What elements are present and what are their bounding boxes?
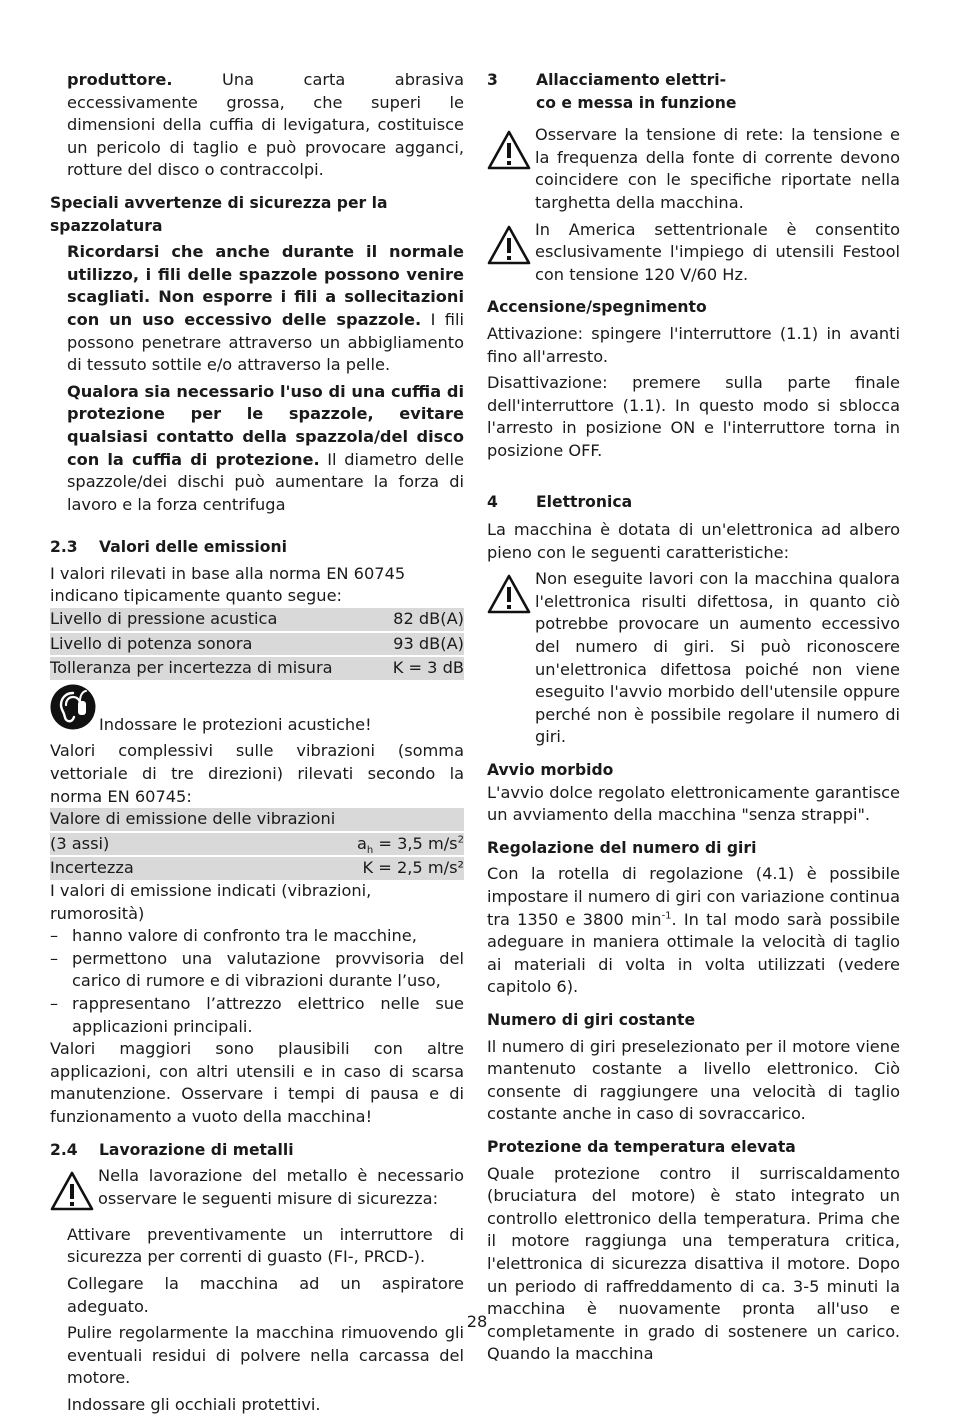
right-column <box>487 69 900 1366</box>
ear-protection-icon <box>50 684 96 737</box>
higher-values-paragraph: Valori maggiori sono plausibili con altre applicazioni, con altri utensili e in caso di scarsa manutenzione. Osservare i tempi di pausa e di funzionamento a vuoto della macchina! <box>50 1039 464 1126</box>
list-item: – permettono una valutazione provvisoria del carico di rumore e di vibrazioni durante l’uso, <box>50 948 464 991</box>
noise-table <box>50 608 464 680</box>
electronics-intro: La macchina è dotata di un'elettronica ad albero pieno con le seguenti caratteristiche: <box>487 520 900 562</box>
section-4-heading: 4 Elettronica <box>487 492 633 511</box>
list-item: – hanno valore di confronto tra le macchine, <box>50 926 417 946</box>
warning-triangle-icon <box>50 1165 98 1218</box>
warning-triangle-icon <box>487 124 535 177</box>
temperature-protection-heading: Protezione da temperatura elevata <box>487 1137 796 1156</box>
voltage-warning-text: Osservare la tensione di rete: la tensione e la frequenza della fonte di corrente devono coincidere con le specifiche riportate nella targhetta della macchina. <box>535 125 900 212</box>
north-america-warning <box>487 219 900 287</box>
soft-start-text: L'avvio dolce regolato elettronicamente garantisce un avviamento della macchina "senza strappi". <box>487 782 900 825</box>
soft-start-heading: Avvio morbido <box>487 761 614 780</box>
vibration-table <box>50 808 464 880</box>
emission-values-intro: I valori di emissione indicati (vibrazioni, rumorosità) <box>50 881 372 923</box>
metal-warning <box>50 1165 464 1218</box>
table-row: Valore di emissione delle vibrazioni <box>50 808 464 832</box>
brush-paragraph-1: Ricordarsi che anche durante il normale utilizzo, i fili delle spazzole possono venire scagliati. Non esporre i fili a sollecitazioni con un uso eccessivo delle spazzole. I fili possono penetrare attraverso un abbigliamento di tessuto sottile e/o attraverso la pelle. <box>67 242 464 375</box>
list-item: Attivare preventivamente un interruttore di sicurezza per correnti di guasto (FI-, PRCD-). <box>67 1224 464 1267</box>
warning-triangle-icon <box>487 219 535 272</box>
ear-protection-text: Indossare le protezioni acustiche! <box>99 715 372 735</box>
north-america-warning-text: In America settentrionale è consentito esclusivamente l'impiego di utensili Festool con tensione 120 V/60 Hz. <box>535 219 900 284</box>
table-row: Tolleranza per incertezza di misura K = 3 dB <box>50 656 464 680</box>
list-item: – rappresentano l’attrezzo elettrico nelle sue applicazioni principali. <box>50 993 464 1036</box>
ear-protection-note <box>50 684 464 737</box>
brush-paragraph-2: Qualora sia necessario l'uso di una cuffia di protezione per le spazzole, evitare qualsiasi contatto della spazzola/del disco con la cuffia di protezione. Il diametro delle spazzole/dei dischi può aumentare la forza di lavoro e la forza centrifuga <box>67 381 465 514</box>
speed-regulation-heading: Regolazione del numero di giri <box>487 838 757 857</box>
vibration-intro: Valori complessivi sulle vibrazioni (somma vettoriale di tre direzioni) rilevati secondo la norma EN 60745: <box>50 741 464 806</box>
constant-speed-heading: Numero di giri costante <box>487 1010 696 1029</box>
left-column <box>50 69 464 1416</box>
section-3-heading: 3 Allacciamento elettri- co e messa in funzione <box>487 71 737 112</box>
page-number: 28 <box>466 1312 488 1331</box>
on-off-heading: Accensione/spegnimento <box>487 298 707 317</box>
electronics-warning <box>487 568 900 749</box>
on-off-paragraph-1: Attivazione: spingere l'interruttore (1.1) in avanti fino all'arresto. <box>487 323 900 366</box>
intro-text: Una carta abrasiva eccessivamente grossa, che superi le dimensioni della cuffia di levigatura, costituisce un pericolo di taglio e può provocare agganci, rotture del disco o contraccolpi. <box>67 70 464 180</box>
warning-triangle-icon <box>487 568 535 621</box>
temperature-protection-text: Quale protezione contro il surriscaldamento (bruciatura del motore) è stato integrato un controllo elettronico della temperatura. Prima che il motore raggiunga una temperatura critica, l'elettronica di sicurezza disattiva il motore. Dopo un periodo di raffreddamento di ca. 3-5 minuti la macchina è nuovamente pronta all'uso e completamente in grado di sostenere un carico. Quando la macchina <box>487 1163 900 1364</box>
table-row: (3 assi) $a_h = 3,5$ $m/s^2$ <box>50 833 464 857</box>
list-item: Collegare la macchina ad un aspiratore adeguato. <box>67 1273 464 1316</box>
list-item: Indossare gli occhiali protettivi. <box>67 1394 321 1414</box>
on-off-paragraph-2: Disattivazione: premere sulla parte finale dell'interruttore (1.1). In questo modo si sblocca l'arresto in posizione ON e l'interruttore torna in posizione OFF. <box>487 373 900 460</box>
emissions-intro: I valori rilevati in base alla norma EN 60745 indicano tipicamente quanto segue: <box>50 563 406 606</box>
brush-heading: Speciali avvertenze di sicurezza per la spazzolatura <box>50 193 388 235</box>
table-row: Incertezza K = 2,5 m/s² <box>50 856 464 880</box>
metal-warning-text: Nella lavorazione del metallo è necessario osservare le seguenti misure di sicurezza: <box>98 1166 464 1208</box>
speed-regulation-text: Con la rotella di regolazione (4.1) è possibile impostare il numero di giri con variazione continua tra 1350 e 3800 $\min^{-1}$. In tal modo sarà possibile adeguare in maniera ottimale la velocità di taglio ai materiali di volta in volta utilizzati (vedere capitolo 6). <box>487 864 900 997</box>
table-row: Livello di pressione acustica 82 dB(A) <box>50 608 464 632</box>
section-2-4-heading: 2.4 Lavorazione di metalli <box>50 1140 294 1159</box>
voltage-warning <box>487 124 900 214</box>
emission-bullet-list <box>50 925 464 1038</box>
list-item: Pulire regolarmente la macchina rimuovendo gli eventuali residui di polvere nella carcassa del motore. <box>67 1323 464 1388</box>
intro-paragraph <box>50 69 464 182</box>
table-row: Livello di potenza sonora 93 dB(A) <box>50 632 464 657</box>
intro-bold: produttore. <box>67 70 173 89</box>
section-2-3-heading: 2.3 Valori delle emissioni <box>50 538 287 557</box>
constant-speed-text: Il numero di giri preselezionato per il motore viene mantenuto costante a livello elettronico. Ciò consente di raggiungere una velocità di taglio costante anche in caso di sovraccarico. <box>487 1036 900 1124</box>
electronics-warning-text: Non eseguite lavori con la macchina qualora l'elettronica risulti difettosa, in quanto ciò potrebbe provocare un aumento eccessivo del numero di giri. Si può riconoscere un'elettronica difettosa poiché non viene eseguito l'avvio morbido dell'utensile oppure perché non è possibile regolare il numero di giri. <box>535 569 900 747</box>
